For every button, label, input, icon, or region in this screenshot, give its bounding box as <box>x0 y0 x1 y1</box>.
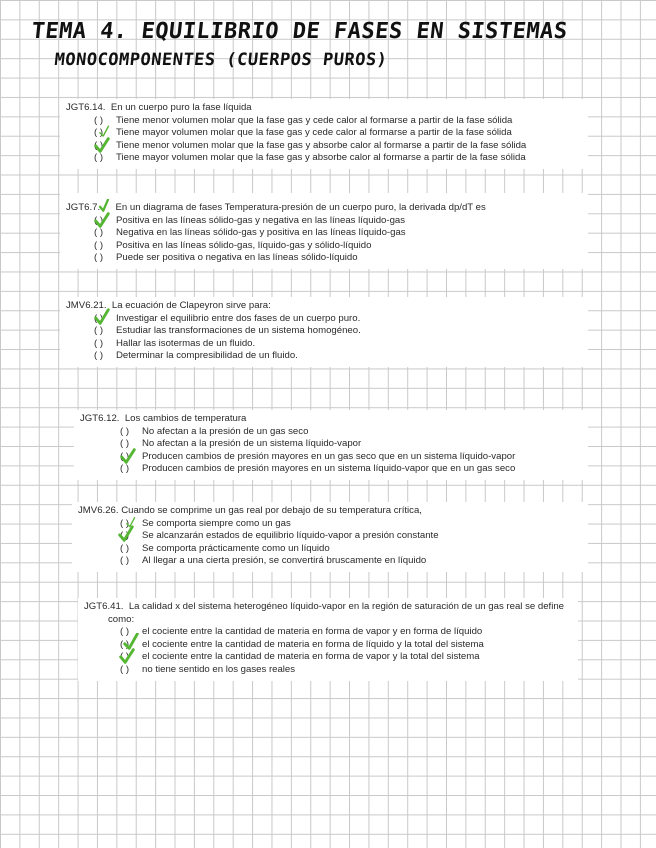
answer-option[interactable] <box>94 252 582 265</box>
question-code: JGT6.14. <box>66 102 106 113</box>
question-jmv6-21 <box>60 297 588 367</box>
question-text: La ecuación de Clapeyron sirve para: <box>111 300 271 311</box>
page-title <box>27 18 569 74</box>
option-text: Tiene mayor volumen molar que la fase gas y absorbe calor al formarse a partir de la fase sólida <box>116 152 526 164</box>
option-checkbox[interactable]: ( ) <box>120 651 130 663</box>
option-text: Se comporta siempre como un gas <box>142 517 291 529</box>
option-checkbox[interactable]: ( ) <box>94 252 104 264</box>
answer-option[interactable] <box>120 555 582 568</box>
option-checkbox[interactable]: ( ) <box>120 638 130 650</box>
option-checkbox[interactable]: ( ) <box>94 152 104 164</box>
option-text: Determinar la compresibilidad de un fluido. <box>116 350 298 362</box>
option-text: Tiene menor volumen molar que la fase gas y cede calor al formarse a partir de la fase sólida <box>116 114 513 126</box>
option-text: Producen cambios de presión mayores en un sistema líquido-vapor que en un gas seco <box>142 463 516 475</box>
answer-option[interactable] <box>94 313 582 326</box>
title-line-2: MONOCOMPONENTES (CUERPOS PUROS) <box>53 50 389 70</box>
answer-option[interactable] <box>120 639 572 652</box>
answer-option[interactable] <box>94 325 582 338</box>
answer-option[interactable] <box>120 518 582 531</box>
option-checkbox[interactable]: ( ) <box>94 325 104 337</box>
option-checkbox[interactable]: ( ) <box>120 517 130 529</box>
question-jgt6-41 <box>78 598 578 681</box>
option-text: el cociente entre la cantidad de materia en forma de vapor y en forma de líquido <box>142 626 483 638</box>
option-checkbox[interactable]: ( ) <box>94 139 104 151</box>
question-jgt6-14 <box>60 99 588 169</box>
option-checkbox[interactable]: ( ) <box>94 227 104 239</box>
option-checkbox[interactable]: ( ) <box>120 555 130 567</box>
question-text: En un diagrama de fases Temperatura-presión de un cuerpo puro, la derivada dp/dT es <box>115 202 486 213</box>
question-text: Los cambios de temperatura <box>124 413 247 424</box>
option-checkbox[interactable]: ( ) <box>94 350 104 362</box>
option-checkbox[interactable]: ( ) <box>120 425 130 437</box>
option-text: Investigar el equilibrio entre dos fases de un cuerpo puro. <box>116 312 361 324</box>
question-code: JGT6.12. <box>80 413 120 424</box>
option-text: Positiva en las líneas sólido-gas y negativa en las líneas líquido-gas <box>116 214 406 226</box>
question-stem <box>80 413 582 426</box>
question-code: JMV6.26. <box>78 505 119 516</box>
option-text: Positiva en las líneas sólido-gas, líquido-gas y sólido-líquido <box>116 239 372 251</box>
option-text: Puede ser positiva o negativa en las líneas sólido-líquido <box>116 252 358 264</box>
option-text: Negativa en las líneas sólido-gas y positiva en las líneas líquido-gas <box>116 227 406 239</box>
option-text: el cociente entre la cantidad de materia en forma de líquido y la total del sistema <box>142 638 484 650</box>
option-text: No afectan a la presión de un gas seco <box>142 425 309 437</box>
question-stem <box>66 196 582 215</box>
answer-option[interactable] <box>94 215 582 228</box>
answer-option[interactable] <box>94 152 582 165</box>
answer-option[interactable] <box>120 426 582 439</box>
option-checkbox[interactable]: ( ) <box>120 663 130 675</box>
option-text: el cociente entre la cantidad de materia en forma de vapor y la total del sistema <box>142 651 480 663</box>
option-checkbox[interactable]: ( ) <box>94 337 104 349</box>
question-code: JGT6.41. <box>84 601 124 612</box>
option-text: Al llegar a una cierta presión, se convertirá bruscamente en líquido <box>142 555 427 567</box>
answer-option[interactable] <box>120 438 582 451</box>
answer-option[interactable] <box>120 626 572 639</box>
option-text: No afectan a la presión de un sistema líquido-vapor <box>142 438 362 450</box>
option-checkbox[interactable]: ( ) <box>120 463 130 475</box>
answer-option[interactable] <box>94 338 582 351</box>
answer-option[interactable] <box>94 227 582 240</box>
question-jgt6-12 <box>74 410 588 480</box>
option-checkbox[interactable]: ( ) <box>94 214 104 226</box>
option-checkbox[interactable]: ( ) <box>94 127 104 139</box>
option-checkbox[interactable]: ( ) <box>94 239 104 251</box>
answer-option[interactable] <box>120 543 582 556</box>
option-text: Tiene mayor volumen molar que la fase gas y cede calor al formarse a partir de la fase sólida <box>116 127 512 139</box>
option-text: no tiene sentido en los gases reales <box>142 663 296 675</box>
answer-option[interactable] <box>94 140 582 153</box>
option-text: Se alcanzarán estados de equilibrio líquido-vapor a presión constante <box>142 530 439 542</box>
question-stem <box>66 300 582 313</box>
option-checkbox[interactable]: ( ) <box>120 626 130 638</box>
answer-option[interactable] <box>120 451 582 464</box>
answer-option[interactable] <box>94 350 582 363</box>
question-text: La calidad x del sistema heterogéneo líquido-vapor en la región de saturación de un gas real se define como: <box>108 601 565 625</box>
answer-option[interactable] <box>94 240 582 253</box>
answer-option[interactable] <box>94 127 582 140</box>
answer-option[interactable] <box>120 463 582 476</box>
option-checkbox[interactable]: ( ) <box>120 450 130 462</box>
option-checkbox[interactable]: ( ) <box>120 530 130 542</box>
option-text: Producen cambios de presión mayores en un gas seco que en un sistema líquido-vapor <box>142 450 516 462</box>
option-checkbox[interactable]: ( ) <box>120 438 130 450</box>
answer-option[interactable] <box>120 530 582 543</box>
question-text: Cuando se comprime un gas real por debajo de su temperatura crítica, <box>121 505 422 516</box>
title-line-1: TEMA 4. EQUILIBRIO DE FASES EN SISTEMAS <box>30 19 569 44</box>
question-code: JGT6.7. <box>66 202 101 213</box>
question-stem <box>84 601 572 626</box>
question-text: En un cuerpo puro la fase líquida <box>110 102 252 113</box>
option-checkbox[interactable]: ( ) <box>94 312 104 324</box>
answer-option[interactable] <box>120 664 572 677</box>
option-checkbox[interactable]: ( ) <box>94 114 104 126</box>
option-text: Estudiar las transformaciones de un sistema homogéneo. <box>116 325 361 337</box>
question-stem <box>78 505 582 518</box>
answer-option[interactable] <box>120 651 572 664</box>
option-text: Se comporta prácticamente como un líquido <box>142 542 330 554</box>
question-stem <box>66 102 582 115</box>
question-jgt6-7 <box>60 193 588 269</box>
question-jmv6-26 <box>72 502 588 572</box>
question-code: JMV6.21. <box>66 300 107 311</box>
option-checkbox[interactable]: ( ) <box>120 542 130 554</box>
option-text: Tiene menor volumen molar que la fase gas y absorbe calor al formarse a partir de la fase sólida <box>116 139 527 151</box>
option-text: Hallar las isotermas de un fluido. <box>116 337 256 349</box>
answer-option[interactable] <box>94 115 582 128</box>
